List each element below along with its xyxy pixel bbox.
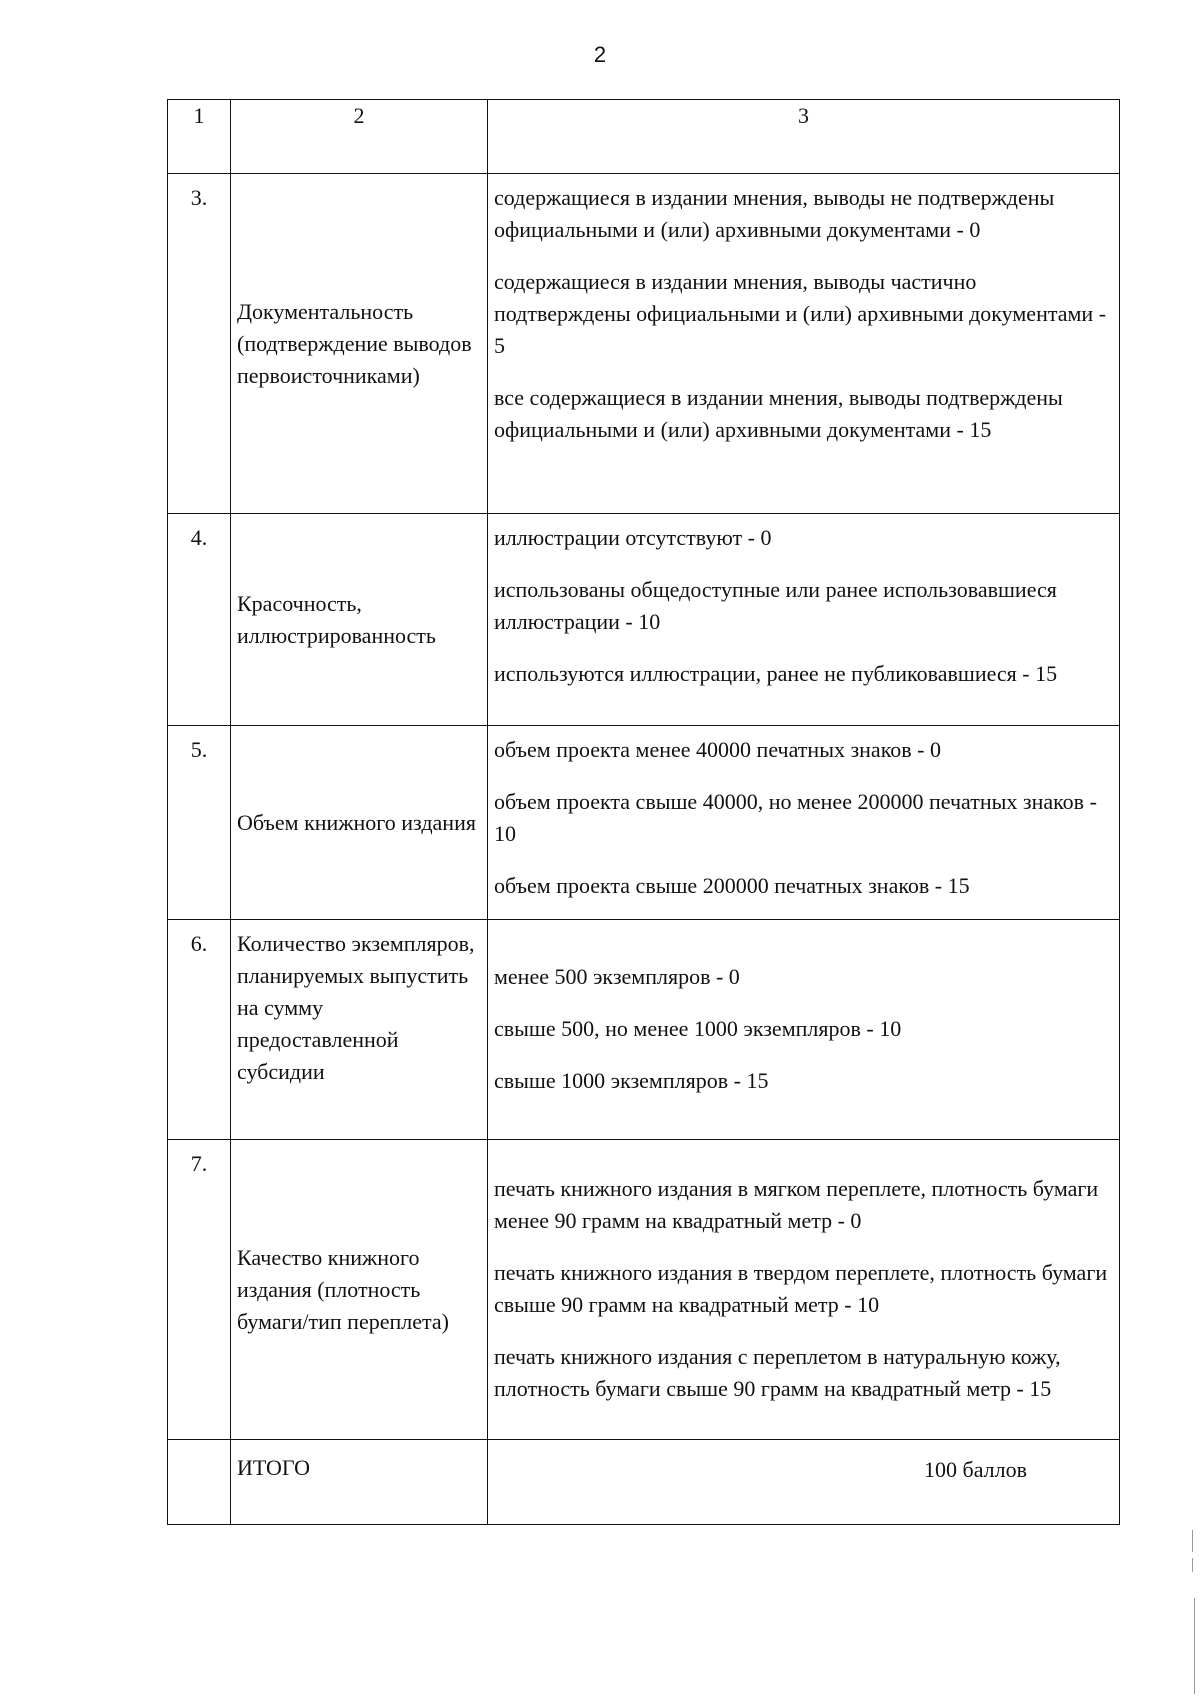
score-option: содержащиеся в издании мнения, выводы не подтверждены официальными и (или) архивными документами - 0 [494,185,1055,242]
scan-artifact-mark [1192,1558,1193,1572]
criteria-table [167,99,1120,1525]
criterion-name: Качество книжного издания (плотность бумаги/тип переплета) [231,1140,488,1440]
total-value: 100 баллов [488,1440,1120,1525]
score-option: используются иллюстрации, ранее не публиковавшиеся - 15 [494,661,1058,686]
scan-artifact-mark [1194,1598,1195,1694]
score-option: все содержащиеся в издании мнения, выводы подтверждены официальными и (или) архивными документами - 15 [494,385,1063,442]
score-option: печать книжного издания в твердом переплете, плотность бумаги свыше 90 грамм на квадратный метр - 10 [494,1259,1108,1317]
criterion-name: Количество экземпляров, планируемых выпустить на сумму предоставленной субсидии [231,920,488,1140]
score-option: объем проекта менее 40000 печатных знаков - 0 [494,737,941,762]
table-row [168,726,1120,920]
score-list [488,920,1120,1140]
row-number: 5. [168,726,231,920]
table-header-row [168,100,1120,174]
score-option: иллюстрации отсутствуют - 0 [494,525,772,550]
score-option: менее 500 экземпляров - 0 [494,963,740,989]
score-option: содержащиеся в издании мнения, выводы частично подтверждены официальными и (или) архивными документами - 5 [494,269,1107,358]
score-option: объем проекта свыше 200000 печатных знаков - 15 [494,873,970,898]
score-list [488,514,1120,726]
table-row [168,920,1120,1140]
row-number: 7. [168,1140,231,1440]
score-list [488,174,1120,514]
row-number: 3. [168,174,231,514]
criterion-name: Объем книжного издания [231,726,488,920]
score-option: свыше 500, но менее 1000 экземпляров - 10 [494,1015,902,1041]
total-empty-cell [168,1440,231,1525]
table-row [168,1140,1120,1440]
score-list [488,1140,1120,1440]
page-number: 2 [593,42,607,67]
total-row [168,1440,1120,1525]
total-label: ИТОГО [231,1440,488,1525]
score-list [488,726,1120,920]
row-number: 6. [168,920,231,1140]
score-option: объем проекта свыше 40000, но менее 200000 печатных знаков - 10 [494,789,1097,846]
scan-artifact-mark [1192,1530,1193,1552]
criterion-name: Документальность (подтверждение выводов первоисточниками) [231,174,488,514]
score-option: печать книжного издания с переплетом в натуральную кожу, плотность бумаги свыше 90 грамм на квадратный метр - 15 [494,1343,1061,1401]
criterion-name: Красочность, иллюстрированность [231,514,488,726]
score-option: свыше 1000 экземпляров - 15 [494,1067,769,1093]
column-number-2: 2 [231,100,488,174]
table-row [168,174,1120,514]
column-number-3: 3 [488,100,1120,174]
score-option: использованы общедоступные или ранее использовавшиеся иллюстрации - 10 [494,577,1057,634]
table-row [168,514,1120,726]
score-option: печать книжного издания в мягком переплете, плотность бумаги менее 90 грамм на квадратный метр - 0 [494,1175,1099,1233]
column-number-1: 1 [168,100,231,174]
row-number: 4. [168,514,231,726]
